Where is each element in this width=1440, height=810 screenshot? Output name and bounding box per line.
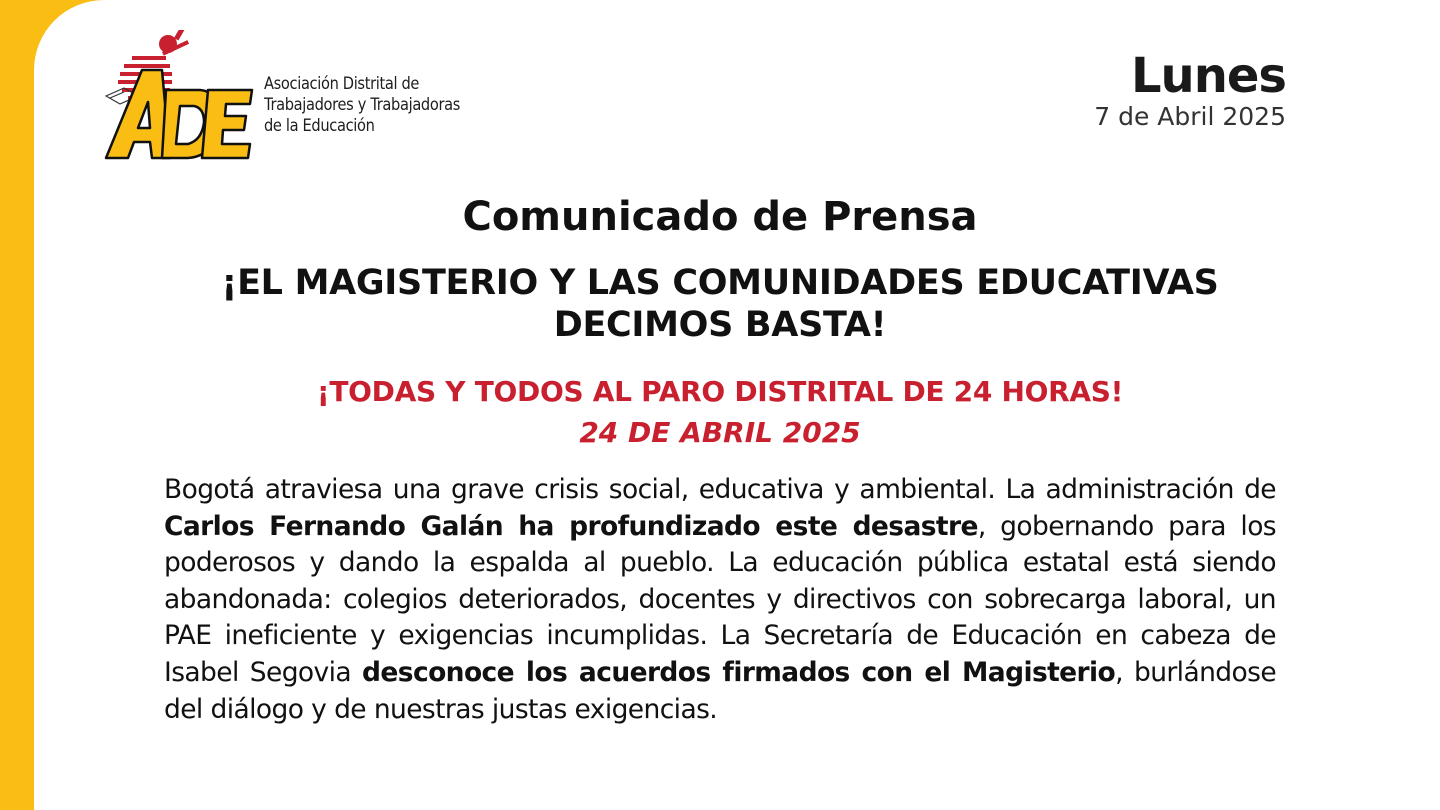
headline-line: ¡EL MAGISTERIO Y LAS COMUNIDADES EDUCATIVAS (221, 263, 1219, 303)
call-to-action: ¡TODAS Y TODOS AL PARO DISTRITAL DE 24 HORAS! (316, 375, 1124, 408)
date-block (1094, 48, 1286, 132)
document-type-title: Comunicado de Prensa (462, 194, 978, 240)
paragraph-text: Bogotá atraviesa una grave crisis social, educativa y ambiental. La administración de (164, 474, 1276, 505)
paragraph-text: , gobernando para los poderosos y dando la espalda al pueblo. La educación pública estatal está siendo abandonada: colegios deteriorados, docentes y directivos con sobrecarga laboral, un PAE ineficiente y exigencias incumplidas. La Secretaría de Educación en cabeza de Isabel Segovia (164, 510, 1277, 688)
headline (34, 262, 1406, 346)
strike-date: 24 DE ABRIL 2025 (579, 416, 861, 449)
paragraph-bold-text: Carlos Fernando Galán ha profundizado este desastre (164, 510, 978, 542)
organization-name-line: Asociación Distrital de (264, 74, 420, 94)
weekday: Lunes (1130, 48, 1286, 104)
full-date: 7 de Abril 2025 (1094, 102, 1286, 131)
headline-line: DECIMOS BASTA! (553, 305, 887, 345)
paragraph-text: , burlándose del diálogo y de nuestras justas exigencias. (164, 656, 1277, 725)
body-paragraph (164, 472, 1276, 728)
organization-name (264, 74, 460, 137)
organization-name-line: Trabajadores y Trabajadoras (264, 95, 461, 115)
ade-logo (104, 30, 254, 162)
document-page (34, 0, 1440, 810)
paragraph-bold-text: desconoce los acuerdos firmados con el Magisterio (362, 656, 1116, 688)
organization-name-line: de la Educación (264, 116, 375, 136)
